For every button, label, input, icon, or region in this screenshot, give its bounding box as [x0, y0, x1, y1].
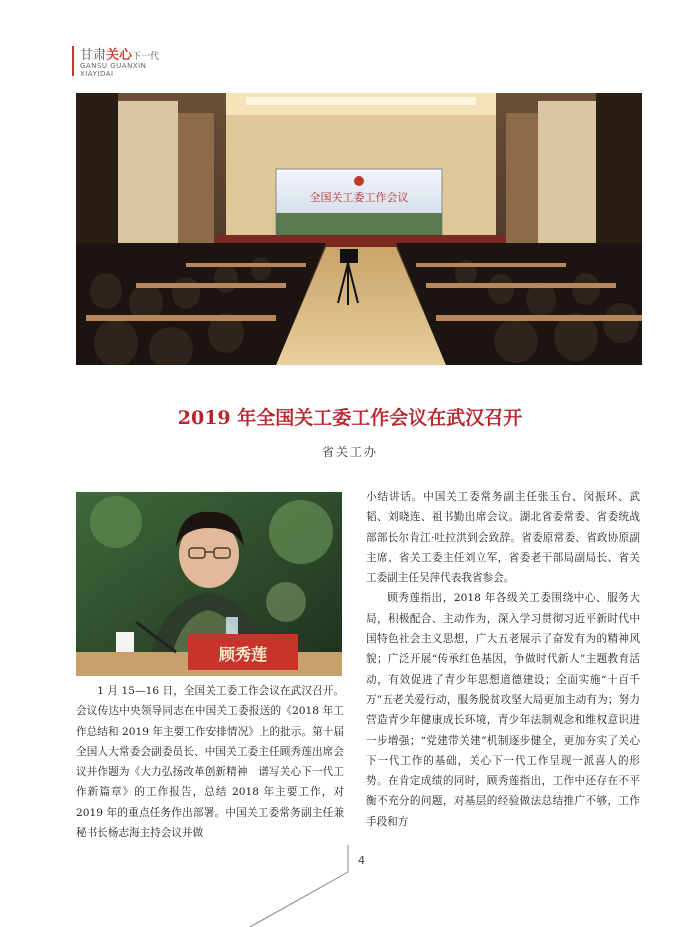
- left-paragraph-1: 1 月 15—16 日，全国关工委工作会议在武汉召开。会议传达中央领导同志在中国关工委报送的《2018 年工作总结和 2019 年主要工作安排情况》上的批示。第十届全国人大常委会副委员长、中国关工委主任顾秀莲出席会议并作题为《大力弘扬改革创新精神 谱写关心下一代工作新篇章》的工作报告，总结 2018 年主要工作，对 2019 年的重点任务作出部署。中国关工委常务副主任兼秘书长杨志海主持会议并做: [76, 685, 344, 840]
- logo-cn-tail: 下一代: [132, 52, 160, 62]
- logo-cn-accent: 关心: [106, 48, 133, 63]
- page-number: 4: [358, 854, 365, 867]
- logo-cn-main: 甘肃: [80, 48, 107, 63]
- footer-decoration: [0, 840, 700, 927]
- logo-accent-bar: [72, 46, 74, 76]
- logo-en: [80, 62, 146, 78]
- speaker-illustration: [76, 492, 342, 676]
- screen-banner-text: 全国关工委工作会议: [309, 191, 409, 204]
- article-author: 省关工办: [321, 445, 378, 459]
- conference-hall-illustration: [76, 93, 642, 365]
- logo-en-line2: XIAYIDAI: [80, 70, 114, 78]
- speaker-nameplate: 顾秀莲: [218, 645, 268, 664]
- article-left-column: [76, 681, 344, 843]
- right-paragraph-1: 小结讲话。中国关工委常务副主任张玉台、闵振环、武韬、刘晓连、祖书勤出席会议。湖北省委常委、省委统战部部长尔肯江·吐拉洪到会致辞。省委原常委、省政协原副主席、省关工委主任刘立军，省委老干部局副局长、省关工委副主任吴萍代表我省参会。: [366, 491, 640, 585]
- conference-photo: [76, 93, 642, 365]
- article-title: 2019 年全国关工委工作会议在武汉召开: [177, 407, 523, 429]
- speaker-photo: [76, 492, 342, 676]
- logo-en-line1: GANSU GUANXIN: [80, 62, 147, 70]
- article-right-column: [366, 487, 640, 832]
- magazine-logo: [80, 44, 159, 63]
- right-paragraph-2: 顾秀莲指出，2018 年各级关工委围绕中心、服务大局，积极配合、主动作为，深入学习贯彻习近平新时代中国特色社会主义思想，广大五老展示了奋发有为的精神风貌；广泛开展“传承红色基因，争做时代新人”主题教育活动，有效促进了青少年思想道德建设；全面实施“十百千万”五老关爱行动，服务脱贫攻坚大局更加主动有为；努力营造青少年健康成长环境，青少年法制观念和维权意识进一步增强；“党建带关建”机制逐步健全，更加夯实了关心下一代工作的基础，关心下一代工作呈现一派喜人的形势。在肯定成绩的同时，顾秀莲指出，工作中还存在不平衡不充分的问题，对基层的经验做法总结推广不够，工作手段和方: [366, 592, 640, 828]
